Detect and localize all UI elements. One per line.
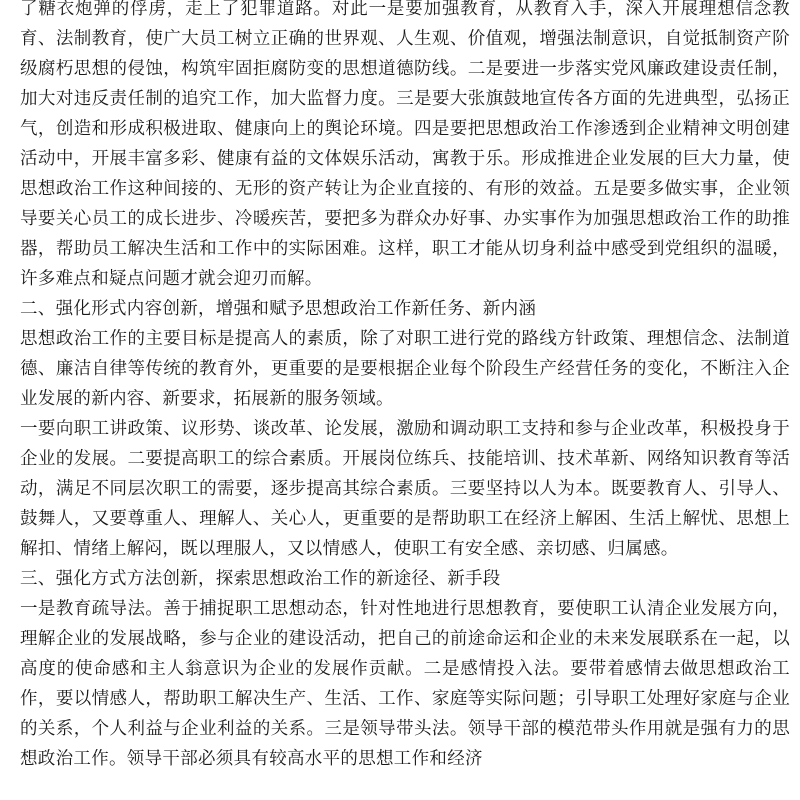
document-body xyxy=(20,0,790,774)
section-heading-2: 二、强化形式内容创新，增强和赋予思想政治工作新任务、新内涵 xyxy=(20,299,537,319)
paragraph-methods: 一是教育疏导法。善于捕捉职工思想动态，针对性地进行思想教育，要使职工认清企业发展方向，理解企业的发展战略，参与企业的建设活动，把自己的前途命运和企业的未来发展联系在一起，以高度的使命感和主人翁意识为企业的发展作贡献。二是感情投入法。要带着感情去做思想政治工作，要以情感人，帮助职工解决生产、生活、工作、家庭等实际问题；引导职工处理好家庭与企业的关系，个人利益与企业利益的关系。三是领导带头法。领导干部的模范带头作用就是强有力的思想政治工作。领导干部必须具有较高水平的思想工作和经济 xyxy=(20,599,790,769)
paragraph-worker-measures: 一要向职工讲政策、议形势、谈改革、论发展，激励和调动职工支持和参与企业改革，积极投身于企业的发展。二要提高职工的综合素质。开展岗位练兵、技能培训、技术革新、网络知识教育等活动，满足不同层次职工的需要，逐步提高其综合素质。三要坚持以人为本。既要教育人、引导人、鼓舞人，又要尊重人、理解人、关心人，更重要的是帮助职工在经济上解困、生活上解忧、思想上解扣、情绪上解闷，既以理服人，又以情感人，使职工有安全感、亲切感、归属感。 xyxy=(20,419,790,559)
section-heading-3: 三、强化方式方法创新，探索思想政治工作的新途径、新手段 xyxy=(20,569,501,589)
paragraph-main-goal: 思想政治工作的主要目标是提高人的素质，除了对职工进行党的路线方针政策、理想信念、法制道德、廉洁自律等传统的教育外，更重要的是要根据企业每个阶段生产经营任务的变化，不断注入企业发展的新内容、新要求，拓展新的服务领域。 xyxy=(20,329,790,409)
paragraph-party-education: 了糖衣炮弹的俘虏，走上了犯罪道路。对此一是要加强教育，从教育入手，深入开展理想信念教育、法制教育，使广大员工树立正确的世界观、人生观、价值观，增强法制意识，自觉抵制资产阶级腐朽思想的侵蚀，构筑牢固拒腐防变的思想道德防线。二是要进一步落实党风廉政建设责任制，加大对违反责任制的追究工作，加大监督力度。三是要大张旗鼓地宣传各方面的先进典型，弘扬正气，创造和形成积极进取、健康向上的舆论环境。四是要把思想政治工作渗透到企业精神文明创建活动中，开展丰富多彩、健康有益的文体娱乐活动，寓教于乐。形成推进企业发展的巨大力量，使思想政治工作这种间接的、无形的资产转让为企业直接的、有形的效益。五是要多做实事，企业领导要关心员工的成长进步、冷暖疾苦，要把多为群众办好事、办实事作为加强思想政治工作的助推器，帮助员工解决生活和工作中的实际困难。这样，职工才能从切身利益中感受到党组织的温暖，许多难点和疑点问题才就会迎刃而解。 xyxy=(20,0,790,289)
